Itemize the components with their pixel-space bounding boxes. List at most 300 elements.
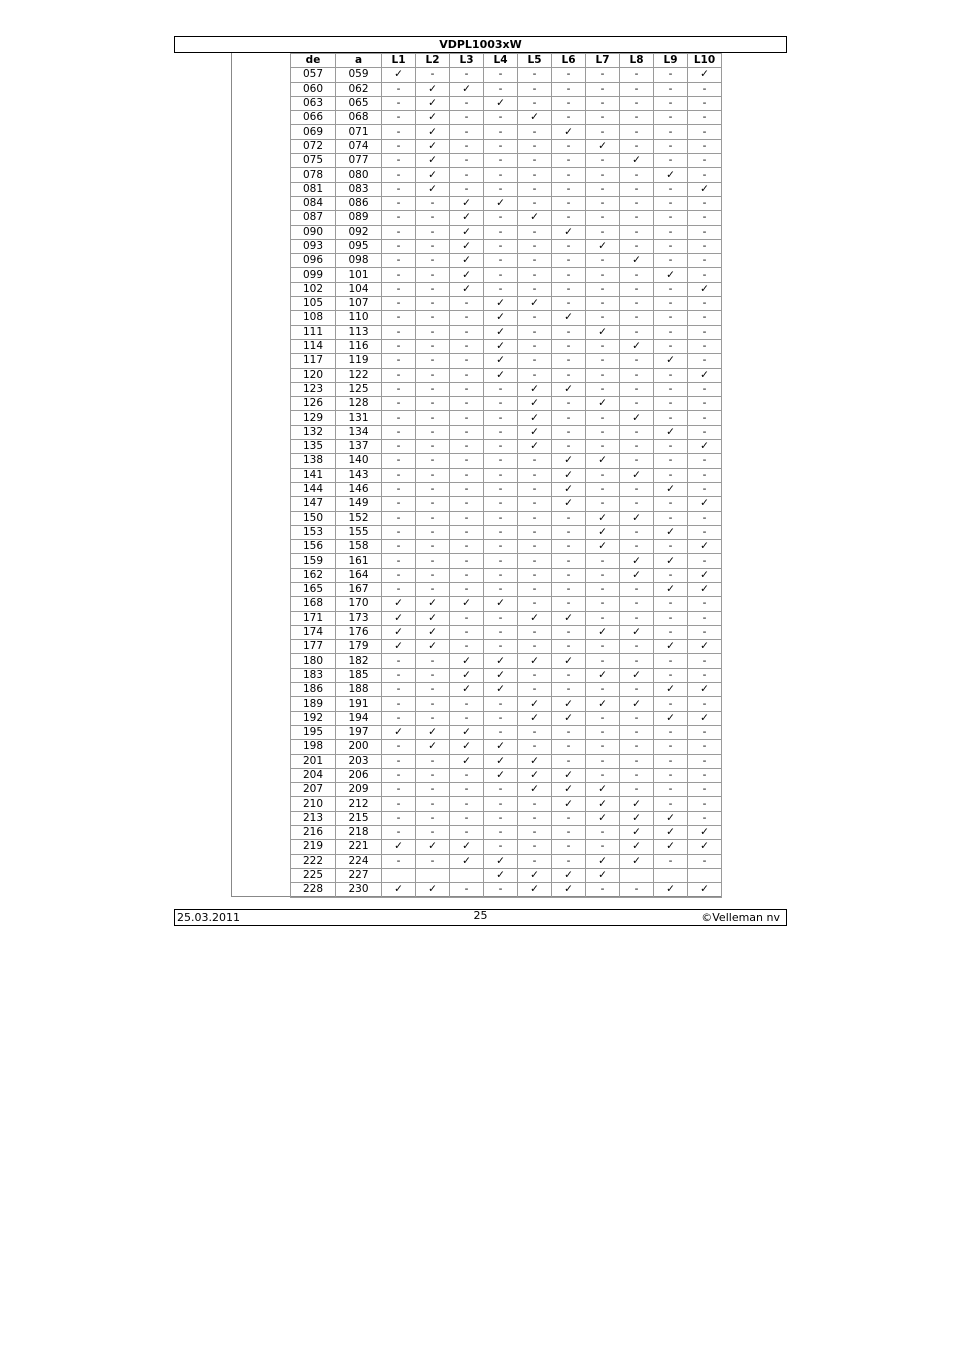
table-cell: - [620,297,654,311]
table-cell: 203 [336,754,382,768]
table-cell: - [382,454,416,468]
table-cell: - [518,182,552,196]
table-cell: 216 [291,826,336,840]
table-cell: ✓ [518,440,552,454]
table-cell: - [586,111,620,125]
table-cell: - [450,468,484,482]
table-cell: - [518,454,552,468]
table-cell: 159 [291,554,336,568]
table-cell: - [620,768,654,782]
table-cell: - [450,625,484,639]
table-cell: ✓ [518,654,552,668]
table-cell: ✓ [586,454,620,468]
table-cell: - [688,525,722,539]
table-cell: - [416,297,450,311]
table-cell: ✓ [620,554,654,568]
table-row [291,868,722,882]
table-cell: - [688,468,722,482]
table-cell: - [518,597,552,611]
table-cell: 062 [336,82,382,96]
table-cell: ✓ [382,640,416,654]
table-cell: - [654,225,688,239]
table-cell: - [484,725,518,739]
table-cell: 125 [336,382,382,396]
table-cell: 150 [291,511,336,525]
table-cell: - [552,211,586,225]
table-cell: 180 [291,654,336,668]
table-cell: ✓ [620,697,654,711]
table-cell: - [484,840,518,854]
table-cell: - [450,154,484,168]
table-cell: - [688,239,722,253]
table-cell: - [688,425,722,439]
table-cell: - [620,239,654,253]
table-cell: ✓ [654,683,688,697]
table-cell: - [382,511,416,525]
table-cell: 107 [336,297,382,311]
table-cell: ✓ [586,783,620,797]
table-cell: - [518,282,552,296]
table-cell: - [620,711,654,725]
table-row [291,582,722,596]
table-cell: - [416,811,450,825]
table-cell: ✓ [620,254,654,268]
table-cell: - [518,325,552,339]
table-cell: - [416,282,450,296]
table-cell: - [688,611,722,625]
table-cell: 173 [336,611,382,625]
table-cell: - [450,111,484,125]
table-cell: - [620,311,654,325]
table-row [291,125,722,139]
table-cell: - [382,311,416,325]
table-cell: 110 [336,311,382,325]
table-cell [382,868,416,882]
table-cell: 120 [291,368,336,382]
table-cell: 111 [291,325,336,339]
table-cell: 153 [291,525,336,539]
table-cell: - [484,211,518,225]
table-cell: - [416,354,450,368]
table-cell: 152 [336,511,382,525]
table-row [291,82,722,96]
table-cell: - [654,325,688,339]
table-cell: - [484,783,518,797]
table-cell: 179 [336,640,382,654]
table-cell: - [586,182,620,196]
table-cell: - [450,554,484,568]
table-cell: 057 [291,68,336,82]
table-cell: ✓ [416,111,450,125]
table-cell: - [586,311,620,325]
table-row [291,740,722,754]
table-row [291,154,722,168]
table-cell: - [620,354,654,368]
table-cell: - [382,783,416,797]
table-cell: - [484,239,518,253]
table-cell: - [552,540,586,554]
table-cell: ✓ [484,740,518,754]
table-cell: - [552,525,586,539]
table-cell: ✓ [416,840,450,854]
table-row [291,554,722,568]
table-cell: - [620,111,654,125]
table-cell: ✓ [688,711,722,725]
table-cell: 204 [291,768,336,782]
table-cell: ✓ [518,754,552,768]
table-cell: ✓ [382,597,416,611]
table-row [291,883,722,897]
table-cell: ✓ [552,783,586,797]
table-row [291,297,722,311]
table-cell: - [586,554,620,568]
table-cell: - [552,440,586,454]
table-cell: - [620,196,654,210]
table-cell: - [416,225,450,239]
table-row [291,597,722,611]
table-cell: - [654,239,688,253]
table-cell: - [688,354,722,368]
table-cell: ✓ [688,582,722,596]
table-cell: ✓ [450,196,484,210]
table-cell: - [552,368,586,382]
table-cell: - [450,325,484,339]
table-cell: - [586,354,620,368]
table-cell: - [552,625,586,639]
table-cell: - [654,797,688,811]
table-cell: ✓ [450,725,484,739]
table-cell: ✓ [484,339,518,353]
table-cell: - [416,482,450,496]
table-cell: ✓ [620,826,654,840]
table-cell: - [620,325,654,339]
table-cell: 060 [291,82,336,96]
table-row [291,711,722,725]
table-cell: 122 [336,368,382,382]
table-cell: - [654,154,688,168]
table-cell: - [450,397,484,411]
table-cell: - [552,725,586,739]
table-cell: - [382,826,416,840]
table-cell: 201 [291,754,336,768]
table-cell: ✓ [484,868,518,882]
table-cell: ✓ [654,711,688,725]
table-cell: - [450,640,484,654]
table-cell: - [416,754,450,768]
table-cell: - [552,597,586,611]
table-cell: ✓ [552,768,586,782]
table-cell: 171 [291,611,336,625]
table-cell: - [586,654,620,668]
table-cell: - [382,125,416,139]
table-cell [688,868,722,882]
document-footer [174,909,787,926]
channel-table [290,53,722,898]
table-row [291,339,722,353]
table-cell: ✓ [416,139,450,153]
table-cell: 164 [336,568,382,582]
table-cell: ✓ [586,540,620,554]
table-cell: - [382,654,416,668]
table-cell: 228 [291,883,336,897]
table-cell: - [552,397,586,411]
table-cell: - [518,239,552,253]
table-cell: - [586,440,620,454]
table-cell: - [620,740,654,754]
table-cell: ✓ [654,525,688,539]
table-cell: 227 [336,868,382,882]
table-row [291,239,722,253]
table-cell: - [620,397,654,411]
table-row [291,625,722,639]
table-cell: ✓ [586,811,620,825]
table-cell [416,868,450,882]
table-cell: - [484,411,518,425]
table-row [291,511,722,525]
table-cell: - [620,725,654,739]
table-cell: - [620,754,654,768]
table-cell: - [518,482,552,496]
table-cell: - [620,497,654,511]
table-cell: - [620,382,654,396]
table-cell: - [620,883,654,897]
table-cell: ✓ [654,554,688,568]
table-cell: ✓ [688,368,722,382]
table-cell: ✓ [552,654,586,668]
table-row [291,540,722,554]
table-cell: - [688,325,722,339]
page-number: 25 [473,909,488,922]
table-cell: 092 [336,225,382,239]
table-cell: ✓ [688,883,722,897]
table-cell: - [586,339,620,353]
table-cell: ✓ [484,768,518,782]
table-cell: - [450,525,484,539]
column-header: L10 [688,54,722,68]
table-cell: - [484,811,518,825]
table-cell: ✓ [586,625,620,639]
table-cell: 213 [291,811,336,825]
table-cell: - [518,354,552,368]
table-cell: ✓ [620,568,654,582]
table-cell: - [552,668,586,682]
table-row [291,797,722,811]
table-cell: - [620,597,654,611]
table-cell: - [450,440,484,454]
table-cell: - [382,425,416,439]
table-cell: ✓ [484,683,518,697]
table-cell: - [586,168,620,182]
table-cell: - [484,611,518,625]
table-cell: ✓ [654,482,688,496]
table-cell: 086 [336,196,382,210]
table-cell: 083 [336,182,382,196]
table-cell: - [382,740,416,754]
table-cell: - [450,125,484,139]
table-cell: ✓ [518,768,552,782]
table-cell: - [416,339,450,353]
table-cell: - [688,511,722,525]
table-cell: ✓ [450,754,484,768]
table-cell: ✓ [620,854,654,868]
table-cell: 138 [291,454,336,468]
table-row [291,411,722,425]
table-cell: - [688,196,722,210]
table-cell: ✓ [484,196,518,210]
table-cell: - [382,82,416,96]
table-cell: - [518,82,552,96]
table-cell: - [416,854,450,868]
table-cell: - [518,96,552,110]
table-cell: - [586,96,620,110]
table-row [291,168,722,182]
table-row [291,196,722,210]
table-cell: ✓ [450,211,484,225]
table-row [291,525,722,539]
table-cell: - [654,854,688,868]
table-cell: - [586,211,620,225]
table-cell: - [450,768,484,782]
table-cell: 141 [291,468,336,482]
table-cell: 155 [336,525,382,539]
table-cell: - [552,68,586,82]
table-cell: - [382,497,416,511]
table-cell: 209 [336,783,382,797]
table-cell: 104 [336,282,382,296]
table-cell: - [382,525,416,539]
table-cell: - [484,82,518,96]
table-cell: - [450,411,484,425]
column-header: L2 [416,54,450,68]
table-cell: - [382,382,416,396]
table-cell: - [654,411,688,425]
table-cell: - [586,768,620,782]
table-cell: ✓ [518,697,552,711]
table-row [291,454,722,468]
column-header: L3 [450,54,484,68]
document-title: VDPL1003xW [439,38,522,51]
table-row [291,425,722,439]
table-cell: - [450,568,484,582]
table-cell: 186 [291,683,336,697]
table-cell: ✓ [484,668,518,682]
table-cell: - [552,568,586,582]
table-cell: - [552,640,586,654]
table-cell: - [484,540,518,554]
table-cell: - [654,611,688,625]
table-cell: - [552,354,586,368]
table-cell: - [654,697,688,711]
table-cell: - [416,697,450,711]
table-cell: - [688,254,722,268]
table-cell: 174 [291,625,336,639]
table-cell: 224 [336,854,382,868]
table-cell: - [688,554,722,568]
table-cell: ✓ [518,211,552,225]
table-cell: - [586,154,620,168]
table-cell: 200 [336,740,382,754]
table-cell: - [518,339,552,353]
table-row [291,640,722,654]
table-cell: - [484,382,518,396]
table-cell: ✓ [688,640,722,654]
table-row [291,783,722,797]
table-cell: ✓ [654,425,688,439]
table-cell: - [654,297,688,311]
table-cell: - [688,654,722,668]
table-cell: - [382,211,416,225]
table-row [291,497,722,511]
table-cell: - [586,826,620,840]
table-row [291,611,722,625]
table-cell: - [586,754,620,768]
table-cell: - [552,82,586,96]
table-cell: - [688,268,722,282]
table-cell: - [416,783,450,797]
table-cell: ✓ [552,697,586,711]
table-cell: - [586,225,620,239]
table-cell: - [654,68,688,82]
table-cell: - [586,254,620,268]
table-cell: ✓ [450,268,484,282]
table-row [291,182,722,196]
table-cell: 134 [336,425,382,439]
table-cell: - [552,154,586,168]
table-cell: - [654,668,688,682]
table-cell: - [484,440,518,454]
table-cell: 189 [291,697,336,711]
table-cell: - [450,497,484,511]
table-cell: ✓ [416,168,450,182]
table-cell: - [586,468,620,482]
table-cell: - [688,811,722,825]
table-cell: - [416,768,450,782]
table-cell: 143 [336,468,382,482]
table-cell: ✓ [416,740,450,754]
table-cell: ✓ [620,811,654,825]
table-cell: ✓ [518,783,552,797]
table-cell: - [654,540,688,554]
table-row [291,768,722,782]
table-cell: - [586,125,620,139]
table-cell: - [654,768,688,782]
table-cell: - [416,468,450,482]
table-cell: - [620,82,654,96]
footer-copyright: ©Velleman nv [701,911,780,924]
table-cell: - [450,297,484,311]
table-cell: - [416,540,450,554]
table-cell: ✓ [586,797,620,811]
table-cell: ✓ [586,511,620,525]
table-cell: ✓ [450,597,484,611]
table-cell: - [416,368,450,382]
table-cell: - [620,125,654,139]
table-cell: - [654,82,688,96]
table-cell: 170 [336,597,382,611]
table-row [291,440,722,454]
table-cell: - [586,196,620,210]
table-cell: - [688,454,722,468]
table-cell: - [450,311,484,325]
table-cell: - [416,325,450,339]
table-cell: - [552,268,586,282]
table-cell: - [416,68,450,82]
table-cell: - [654,511,688,525]
table-row [291,754,722,768]
table-cell: ✓ [688,568,722,582]
table-cell: - [586,497,620,511]
table-cell: - [484,511,518,525]
